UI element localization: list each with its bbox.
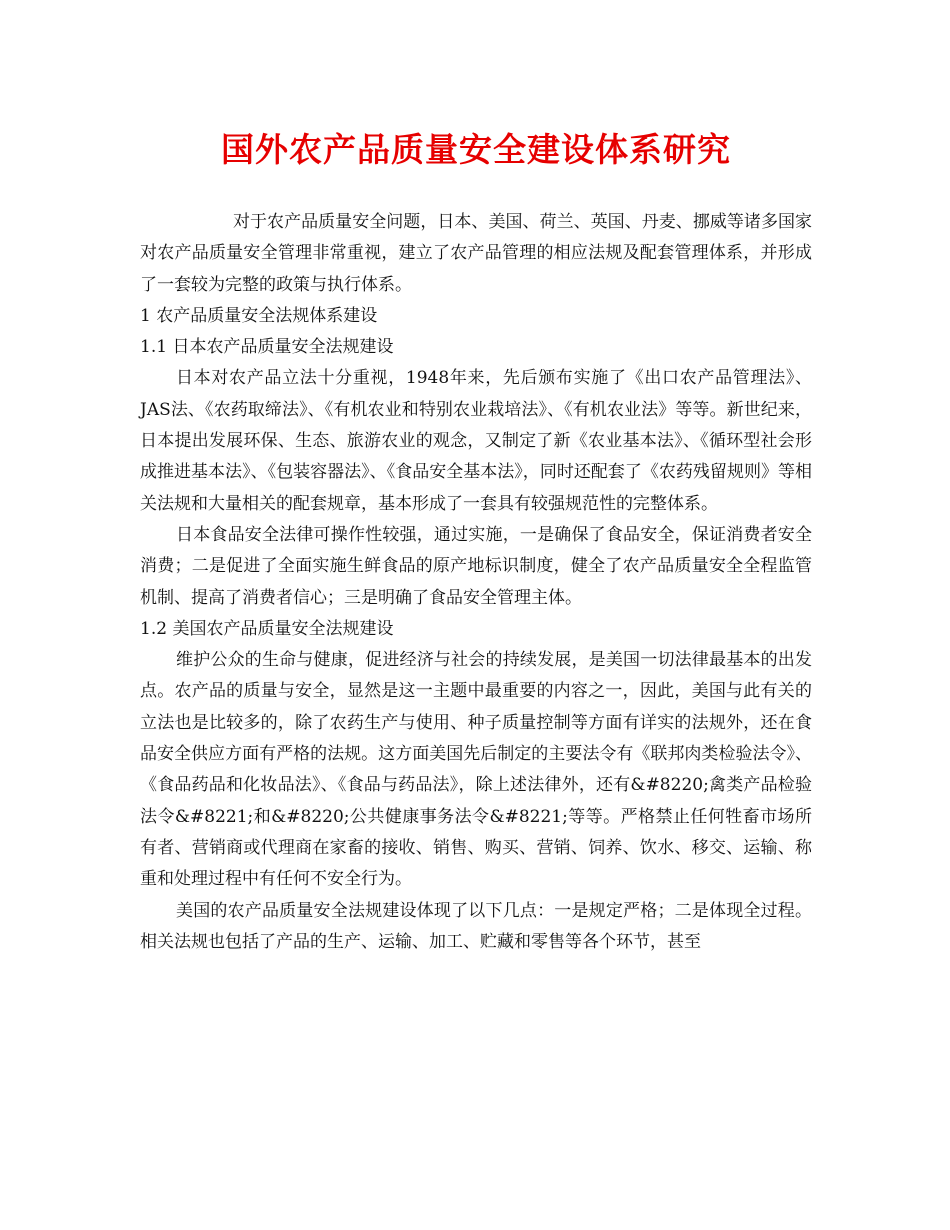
- subsection-heading: 1.1 日本农产品质量安全法规建设: [140, 337, 394, 358]
- document-body: [140, 207, 812, 958]
- subsection-heading: 1.2 美国农产品质量安全法规建设: [140, 618, 394, 639]
- body-paragraph: 维护公众的生命与健康，促进经济与社会的持续发展，是美国一切法律最基本的出发点。农产品的质量与安全，显然是这一主题中最重要的内容之一，因此，美国与此有关的立法也是比较多的，除了农药生产与使用、种子质量控制等方面有详实的法规外，还在食品安全供应方面有严格的法规。这方面美国先后制定的主要法令有《联邦肉类检验法令》、《食品药品和化妆品法》、《食品与药品法》，除上述法律外，还有&#8220;禽类产品检验法令&#8221;和&#8220;公共健康事务法令&#8221;等等。严格禁止任何牲畜市场所有者、营销商或代理商在家畜的接收、销售、购买、营销、饲养、饮水、移交、运输、称重和处理过程中有任何不安全行为。: [140, 650, 812, 890]
- intro-paragraph: 对于农产品质量安全问题，日本、美国、荷兰、英国、丹麦、挪威等诸多国家对农产品质量安全管理非常重视，建立了农产品管理的相应法规及配套管理体系，并形成了一套较为完整的政策与执行体系。: [140, 212, 812, 295]
- body-paragraph: 美国的农产品质量安全法规建设体现了以下几点：一是规定严格；二是体现全过程。相关法规也包括了产品的生产、运输、加工、贮藏和零售等各个环节，甚至: [140, 900, 812, 952]
- body-paragraph: 日本对农产品立法十分重视，1948年来，先后颁布实施了《出口农产品管理法》、JAS法、《农药取缔法》、《有机农业和特别农业栽培法》、《有机农业法》等等。新世纪来，日本提出发展环保、生态、旅游农业的观念，又制定了新《农业基本法》、《循环型社会形成推进基本法》、《包装容器法》、《食品安全基本法》，同时还配套了《农药残留规则》等相关法规和大量相关的配套规章，基本形成了一套具有较强规范性的完整体系。: [140, 368, 812, 514]
- section-heading: 1 农产品质量安全法规体系建设: [140, 305, 378, 326]
- body-paragraph: 日本食品安全法律可操作性较强，通过实施，一是确保了食品安全，保证消费者安全消费；二是促进了全面实施生鲜食品的原产地标识制度，健全了农产品质量安全全程监管机制、提高了消费者信心；三是明确了食品安全管理主体。: [140, 524, 812, 608]
- document-title: 国外农产品质量安全建设体系研究: [221, 130, 731, 169]
